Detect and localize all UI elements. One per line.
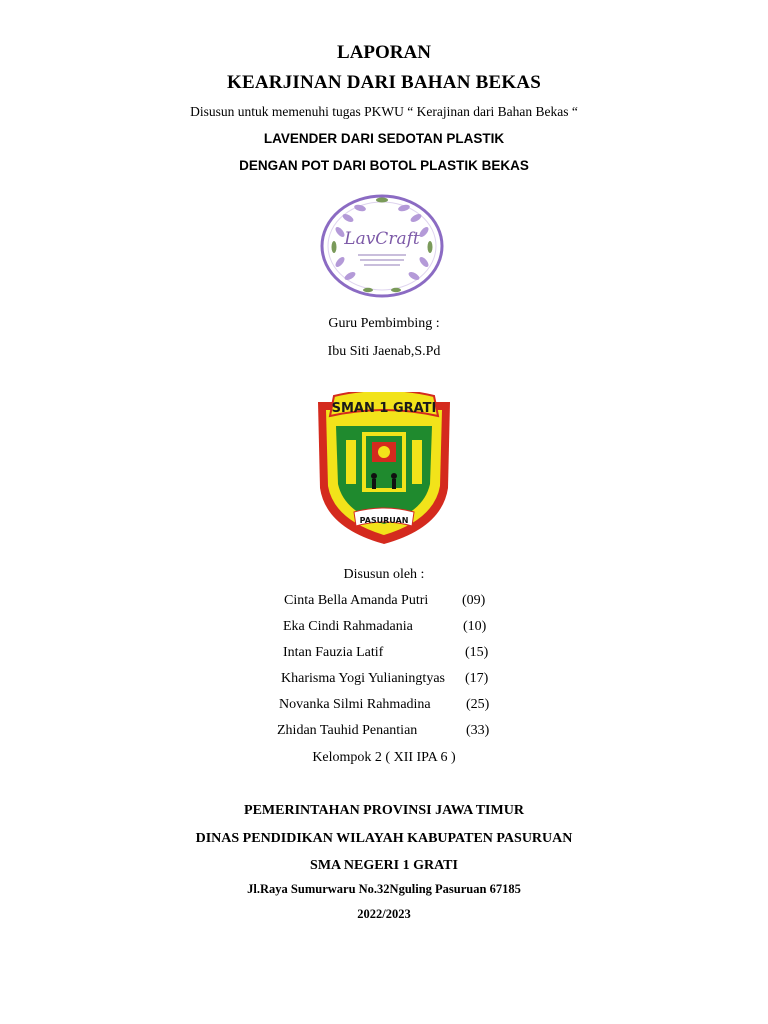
- product-title-line1: LAVENDER DARI SEDOTAN PLASTIK: [263, 131, 505, 146]
- school-crest: [310, 392, 458, 548]
- member-number: (09): [462, 593, 486, 608]
- member-number: (10): [463, 619, 487, 634]
- member-number: (15): [465, 645, 489, 660]
- group-label: Kelompok 2 ( XII IPA 6 ): [312, 750, 456, 765]
- advisor-name: Ibu Siti Jaenab,S.Pd: [327, 344, 441, 359]
- lavcraft-logo: [318, 192, 446, 300]
- academic-year: 2022/2023: [357, 907, 411, 921]
- member-number: (33): [466, 723, 490, 738]
- report-subject-title: KEARJINAN DARI BAHAN BEKAS: [227, 72, 541, 93]
- product-title-line2: DENGAN POT DARI BOTOL PLASTIK BEKAS: [239, 158, 529, 173]
- advisor-label: Guru Pembimbing :: [328, 316, 440, 331]
- department-line: DINAS PENDIDIKAN WILAYAH KABUPATEN PASURUAN: [195, 831, 573, 846]
- member-name: Intan Fauzia Latif: [283, 645, 384, 660]
- government-line: PEMERINTAHAN PROVINSI JAWA TIMUR: [244, 803, 524, 818]
- member-name: Eka Cindi Rahmadania: [283, 619, 413, 634]
- report-purpose: Disusun untuk memenuhi tugas PKWU “ Kerajinan dari Bahan Bekas “: [190, 104, 578, 119]
- school-crest-graphic: [310, 392, 458, 548]
- member-name: Novanka Silmi Rahmadina: [279, 697, 431, 712]
- member-number: (25): [466, 697, 490, 712]
- authors-label: Disusun oleh :: [343, 567, 425, 582]
- report-title: LAPORAN: [337, 42, 431, 63]
- school-name: SMA NEGERI 1 GRATI: [310, 858, 458, 873]
- logo-wordmark: LavCraft: [344, 229, 420, 249]
- crest-banner-text: SMAN 1 GRATI: [331, 401, 437, 416]
- member-number: (17): [465, 671, 489, 686]
- crest-bottom-text: PASURUAN: [359, 516, 409, 525]
- member-name: Kharisma Yogi Yulianingtyas: [281, 671, 445, 686]
- lavcraft-logo-graphic: [318, 192, 446, 300]
- member-name: Cinta Bella Amanda Putri: [284, 593, 429, 608]
- member-name: Zhidan Tauhid Penantian: [277, 723, 418, 738]
- school-address: Jl.Raya Sumurwaru No.32Nguling Pasuruan 67185: [247, 882, 521, 896]
